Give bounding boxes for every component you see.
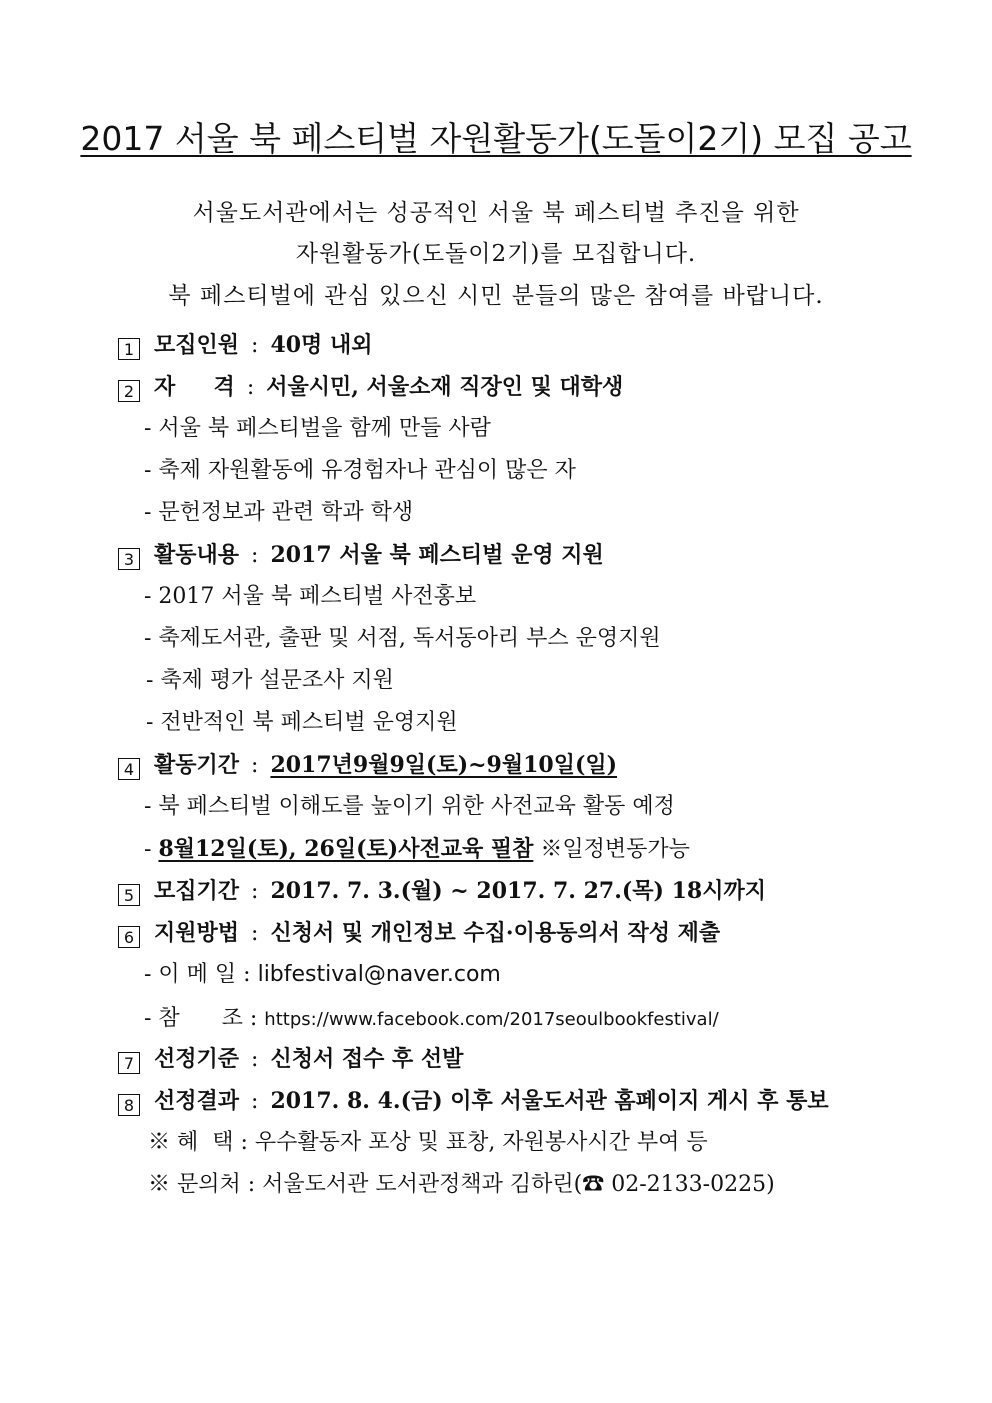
list-dash: - (144, 837, 159, 862)
benefit-note: ※ 혜 택 : 우수활동자 포상 및 표창, 자원봉사시간 부여 등 (148, 1130, 708, 1155)
list-item (144, 834, 690, 865)
list-item: - 축제 평가 설문조사 지원 (146, 668, 394, 693)
contact-note: ※ 문의처 : 서울도서관 도서관정책과 김하린(☎ 02-2133-0225) (148, 1172, 775, 1197)
list-item: - 서울 북 페스티벌을 함께 만들 사람 (144, 416, 491, 441)
section-label: 선정결과 (154, 1088, 240, 1114)
section-label: 활동기간 (154, 752, 240, 778)
section-recruit-count: 1 모집인원 : 40명 내외 (118, 330, 372, 361)
reference-link[interactable]: https://www.facebook.com/2017seoulbookfestival/ (264, 1009, 719, 1030)
schedule-note: ※일정변동가능 (533, 837, 690, 862)
section-label: 활동내용 (154, 542, 240, 568)
section-number: 2 (118, 380, 140, 402)
section-value: 40명 내외 (270, 332, 373, 358)
section-label: 모집기간 (154, 878, 240, 904)
intro-line-2: 자원활동가(도돌이2기)를 모집합니다. (295, 241, 697, 267)
section-value: 신청서 및 개인정보 수집·이용동의서 작성 제출 (270, 920, 721, 946)
section-qualification: 2 자 격 : 서울시민, 서울소재 직장인 및 대학생 (118, 372, 623, 403)
section-number: 8 (118, 1094, 140, 1116)
section-label: 모집인원 (154, 332, 240, 358)
section-number: 3 (118, 548, 140, 570)
section-apply-method: 6 지원방법 : 신청서 및 개인정보 수집·이용동의서 작성 제출 (118, 918, 720, 949)
email-label: - 이 메 일 : (144, 962, 251, 987)
reference-label: - 참 조 : (144, 1006, 258, 1031)
list-item: - 축제도서관, 출판 및 서점, 독서동아리 부스 운영지원 (144, 626, 661, 651)
section-value: 2017. 8. 4.(금) 이후 서울도서관 홈페이지 게시 후 통보 (270, 1088, 829, 1114)
page-title: 2017 서울 북 페스티벌 자원활동가(도돌이2기) 모집 공고 (80, 119, 912, 158)
section-label: 선정기준 (154, 1046, 240, 1072)
section-activity: 3 활동내용 : 2017 서울 북 페스티벌 운영 지원 (118, 540, 604, 571)
intro-line-1: 서울도서관에서는 성공적인 서울 북 페스티벌 추진을 위한 (192, 200, 800, 226)
section-number: 1 (118, 338, 140, 360)
list-item: - 전반적인 북 페스티벌 운영지원 (146, 710, 458, 735)
section-recruit-period: 5 모집기간 : 2017. 7. 3.(월) ~ 2017. 7. 27.(목) 18시까지 (118, 876, 766, 907)
section-selection-result: 8 선정결과 : 2017. 8. 4.(금) 이후 서울도서관 홈페이지 게시 후 통보 (118, 1086, 829, 1117)
reference-row (144, 1004, 719, 1035)
intro-line-3: 북 페스티벌에 관심 있으신 시민 분들의 많은 참여를 바랍니다. (168, 283, 824, 309)
list-item: - 북 페스티벌 이해도를 높이기 위한 사전교육 활동 예정 (144, 794, 675, 819)
section-period: 4 활동기간 : 2017년9월9일(토)~9월10일(일) (118, 750, 617, 781)
section-number: 4 (118, 758, 140, 780)
list-item: - 축제 자원활동에 유경험자나 관심이 많은 자 (144, 458, 576, 483)
section-value: 2017. 7. 3.(월) ~ 2017. 7. 27.(목) 18시까지 (270, 878, 766, 904)
training-required: 8월12일(토), 26일(토)사전교육 필참 (158, 836, 534, 862)
section-label: 지원방법 (154, 920, 240, 946)
section-value: 서울시민, 서울소재 직장인 및 대학생 (266, 374, 624, 400)
list-item: - 문헌정보과 관련 학과 학생 (144, 500, 414, 525)
email-link[interactable]: libfestival@naver.com (257, 962, 501, 987)
section-value: 2017 서울 북 페스티벌 운영 지원 (270, 542, 604, 568)
section-number: 7 (118, 1052, 140, 1074)
list-item: - 2017 서울 북 페스티벌 사전홍보 (144, 584, 477, 609)
section-number: 6 (118, 926, 140, 948)
section-selection-criteria: 7 선정기준 : 신청서 접수 후 선발 (118, 1044, 463, 1075)
section-number: 5 (118, 884, 140, 906)
section-value: 신청서 접수 후 선발 (270, 1046, 464, 1072)
section-value: 2017년9월9일(토)~9월10일(일) (270, 752, 618, 778)
email-row (144, 960, 501, 990)
section-label: 자 격 (154, 374, 235, 400)
